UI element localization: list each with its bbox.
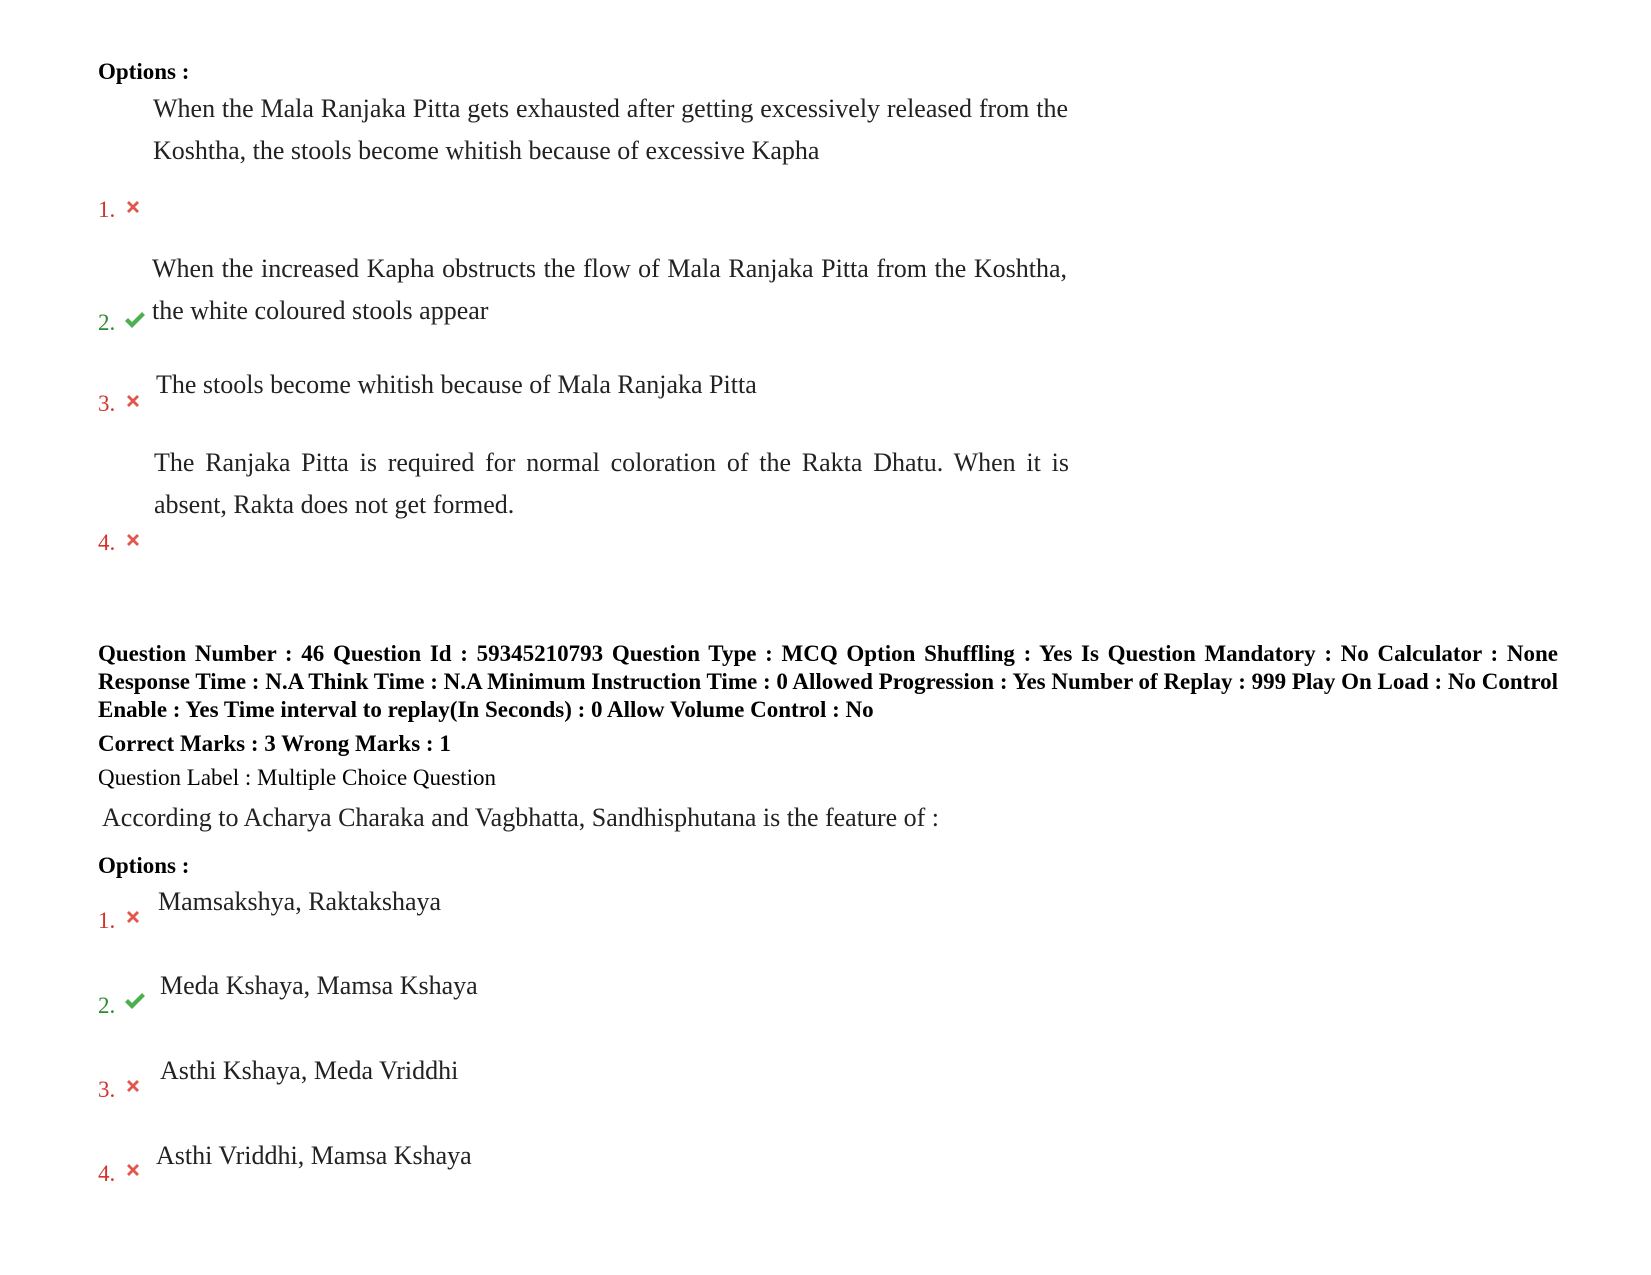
- option-number: 4.: [98, 1161, 116, 1186]
- option-text: The stools become whitish because of Mala Ranjaka Pitta: [156, 370, 757, 399]
- option-number: 1.: [98, 908, 116, 933]
- question-meta: Question Number : 46 Question Id : 59345210793 Question Type : MCQ Option Shuffling : Yes Is Question Mandatory : No Calculator : None Response Time : N.A Think Time : N.A Minimum Instruction Time : 0 Allowed Progression : Yes Number of Replay : 999 Play On Load : No Control Enable : Yes Time interval to replay(In Seconds) : 0 Allow Volume Control : No: [98, 641, 1558, 722]
- question-label: Question Label : Multiple Choice Question: [98, 765, 496, 790]
- cross-icon: [124, 392, 142, 410]
- option-number: 2.: [98, 993, 116, 1018]
- option-text: When the increased Kapha obstructs the flow of Mala Ranjaka Pitta from the Koshtha, the white coloured stools appear: [152, 254, 1067, 325]
- cross-icon: [124, 531, 142, 549]
- question-text: According to Acharya Charaka and Vagbhatta, Sandhisphutana is the feature of :: [102, 803, 940, 832]
- option-text: Asthi Vriddhi, Mamsa Kshaya: [156, 1141, 472, 1170]
- options-heading: Options :: [98, 59, 190, 84]
- option-number: 4.: [98, 530, 116, 555]
- cross-icon: [124, 908, 142, 926]
- marks-line: Correct Marks : 3 Wrong Marks : 1: [98, 731, 451, 756]
- cross-icon: [124, 1161, 142, 1179]
- option-number: 2.: [98, 310, 116, 335]
- cross-icon: [124, 1077, 142, 1095]
- option-number: 3.: [98, 1077, 116, 1102]
- option-number: 3.: [98, 391, 116, 416]
- options-heading: Options :: [98, 853, 190, 878]
- option-text: Mamsakshya, Raktakshaya: [158, 887, 442, 916]
- check-icon: [124, 992, 146, 1010]
- option-text: Asthi Kshaya, Meda Vriddhi: [160, 1056, 459, 1085]
- check-icon: [124, 311, 146, 329]
- option-text: Meda Kshaya, Mamsa Kshaya: [160, 971, 478, 1000]
- option-text: The Ranjaka Pitta is required for normal coloration of the Rakta Dhatu. When it is absent, Rakta does not get formed.: [154, 448, 1069, 519]
- option-number: 1.: [98, 197, 116, 222]
- cross-icon: [124, 198, 142, 216]
- option-text: When the Mala Ranjaka Pitta gets exhausted after getting excessively released from the Koshtha, the stools become whitish because of excessive Kapha: [153, 94, 1068, 165]
